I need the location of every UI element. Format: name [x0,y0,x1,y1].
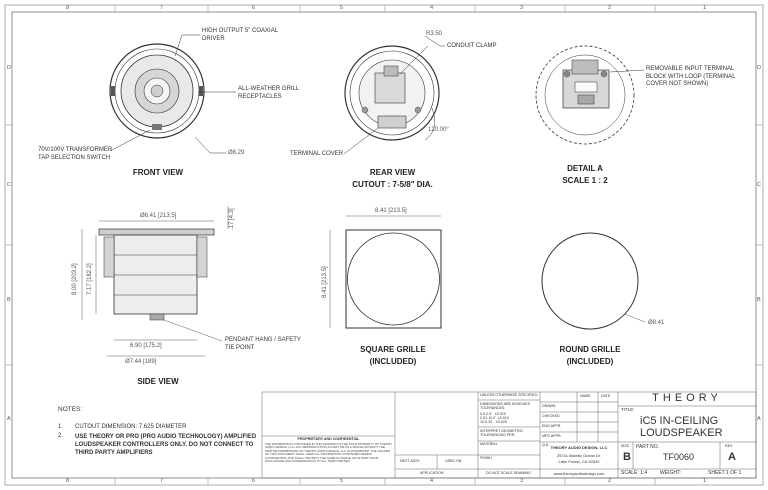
round-grille-drawing [542,233,645,329]
side-body-width-dim: 6.90 [175.2] [130,343,162,349]
company-name: THEORY AUDIO DESIGN, LLC [550,445,608,450]
square-grille-title: SQUARE GRILLE [360,345,426,354]
side-width-dim: Ø8.41 [213.5] [140,213,177,219]
front-driver-callout: HIGH OUTPUT 5" COAXIAL DRIVER [202,28,278,42]
material-label: MATERIAL [480,442,498,446]
rear-conduit-callout: CONDUIT CLAMP [447,43,497,49]
round-diameter-dim: Ø8.41 [648,320,665,326]
used-on-label: USED ON [445,459,462,463]
zone-row-b-right: B [757,297,761,303]
tolerance-2: 0.51-10.0' ±0.015 [480,416,509,420]
scale-value: SCALE: 1:4 [621,470,648,476]
rear-view-drawing [344,36,445,154]
front-brand-mark: THEORY [146,51,169,56]
detail-a-scale: SCALE 1 : 2 [562,176,608,185]
detail-a-title: DETAIL A [567,164,603,173]
round-grille-title: ROUND GRILLE [559,345,621,354]
notes-heading: NOTES: [58,406,83,413]
rear-angle-dim: 120.00° [428,127,449,133]
zone-row-d-left: D [7,65,11,71]
zone-col-6-bottom: 6 [252,478,256,484]
front-transformer-callout: 70V/100V TRANSFORMER TAP SELECTION SWITCH [38,147,113,161]
side-view-title: SIDE VIEW [137,377,179,386]
front-grill-callout: ALL-WEATHER GRILL RECEPTACLES [238,86,300,100]
drawing-title-line-2: LOUDSPEAKER [640,427,723,439]
front-view-title: FRONT VIEW [132,168,184,177]
role-mfg-appr: MFG APPR. [542,434,562,438]
size-label: SIZE [621,444,629,448]
role-drawn: DRAWN [542,404,556,408]
zone-col-2-bottom: 2 [608,478,612,484]
role-checked: CHECKED [542,414,560,418]
side-body-height-dim: 7.17 [182.2] [87,263,93,295]
tolerance-3: 10.0-20' ±0.020 [480,420,507,424]
zone-col-4-bottom: 4 [430,478,434,484]
note-2-text: USE THEORY OR PRO (PRO AUDIO TECHNOLOGY) AMPLIFIED LOUDSPEAKER CONTROLLERS ONLY. DO NOT CONNECT TO THIRD PARTY AMPLIFIERS [75,434,257,457]
dims-in-inches: DIMENSIONS ARE IN INCHES TOLERANCES: [480,402,531,411]
zone-row-a-right: A [757,416,761,422]
theory-logo: THEORY [652,392,722,404]
name-column-header: NAME [580,394,591,398]
rear-radius-dim: R3.50 [426,31,443,37]
address-line-2: Lake Forest, CA 92630 [558,459,600,464]
role-eng-appr: ENG APPR. [542,424,562,428]
application-label: APPLICATION [420,471,444,475]
round-grille-subtitle: (INCLUDED) [566,357,614,366]
zone-col-1-top: 1 [703,5,707,11]
detail-a-drawing [536,46,644,144]
rear-view-title: REAR VIEW [369,168,416,177]
square-width-dim: 8.41 [213.5] [375,208,407,214]
next-assy-label: NEXT ASSY [400,459,420,463]
zone-row-c-left: C [7,182,11,188]
drawing-title-line-1: iC5 IN-CEILING [640,415,719,427]
zone-col-6-top: 6 [252,5,256,11]
finish-label: FINISH [480,456,492,460]
square-height-dim: 8.41 [213.5] [322,266,328,298]
unless-specified: UNLESS OTHERWISE SPECIFIED: [480,393,539,397]
note-1-number: 1. [58,424,64,430]
zone-col-7-bottom: 7 [160,478,164,484]
do-not-scale: DO NOT SCALE DRAWING [486,471,531,475]
zone-col-3-bottom: 3 [520,478,524,484]
zone-col-5-bottom: 5 [340,478,344,484]
address-line-1: 25741 Atlantic Ocean Dr. [556,453,602,458]
side-total-height-dim: 8.00 [203.2] [72,263,78,295]
part-no-value: TF0060 [663,452,695,462]
sheet-number: SHEET 1 OF 1 [708,470,742,476]
square-grille-subtitle: (INCLUDED) [369,357,417,366]
zone-col-3-top: 3 [520,5,524,11]
size-value: B [623,451,631,463]
rev-value: A [728,451,736,463]
rear-terminal-cover-callout: TERMINAL COVER [290,151,344,157]
weight-label: WEIGHT: [660,470,681,476]
tolerance-1: 0.0-0.5' ±0.010 [480,412,506,416]
side-pendant-callout: PENDANT HANG / SAFETY TIE POINT [225,337,301,351]
role-qa: Q.A. [542,443,550,447]
detail-terminal-callout: REMOVABLE INPUT TERMINAL BLOCK WITH LOOP (TERMINAL COVER NOT SHOWN) [646,66,736,87]
zone-row-a-left: A [7,416,11,422]
proprietary-text: THE INFORMATION CONTAINED IN THIS DRAWING IS THE SOLE PROPERTY OF THEORY AUDIO DESIGN, LLC. ANY REPRODUCTION IN PART OR AS A WHOLE WITHOUT THE WRITTEN PERMISSION OF THEORY AUDIO DESIGN, LLC IS PROHIBITED. THE HOLDER OF THIS DOCUMENT SHALL KEEP ALL INFORMATION CONTAINED HEREIN CONFIDENTIAL AND SHALL PROTECT THE SAME IN WHOLE OR IN PART FROM DISCLOSURE AND DISSEMINATION TO ALL THIRD PARTIES. [265,442,393,464]
zone-col-8-bottom: 8 [66,478,70,484]
zone-col-7-top: 7 [160,5,164,11]
date-column-header: DATE [601,394,611,398]
interpret-tolerancing: INTERPRET GEOMETRIC TOLERANCING PER: [480,429,524,438]
zone-col-4-top: 4 [430,5,434,11]
note-2-number: 2. [58,433,64,439]
side-view-drawing [82,206,228,356]
rev-label: REV [725,444,733,448]
front-diameter-dim: Ø8.29 [228,150,245,156]
zone-col-8-top: 8 [66,5,70,11]
zone-col-1-bottom: 1 [703,478,707,484]
rear-view-cutout: CUTOUT : 7-5/8" DIA. [352,180,433,189]
title-label: TITLE: [621,407,635,412]
note-1-text: CUTOUT DIMENSION: 7.625 DIAMETER [75,424,187,430]
part-no-label: PART NO. [636,444,660,450]
side-flange-dim: .17 [4.3] [229,208,235,230]
zone-row-b-left: B [7,297,11,303]
company-website: www.theoryaudiodesign.com [553,471,605,476]
square-grille-drawing [330,216,441,328]
zone-row-c-right: C [757,182,761,188]
zone-row-d-right: D [757,65,761,71]
zone-col-2-top: 2 [608,5,612,11]
proprietary-title: PROPRIETARY AND CONFIDENTIAL [297,437,360,441]
zone-col-5-top: 5 [340,5,344,11]
side-bottom-diameter-dim: Ø7.44 [189] [125,359,157,365]
front-view-drawing [110,35,236,153]
